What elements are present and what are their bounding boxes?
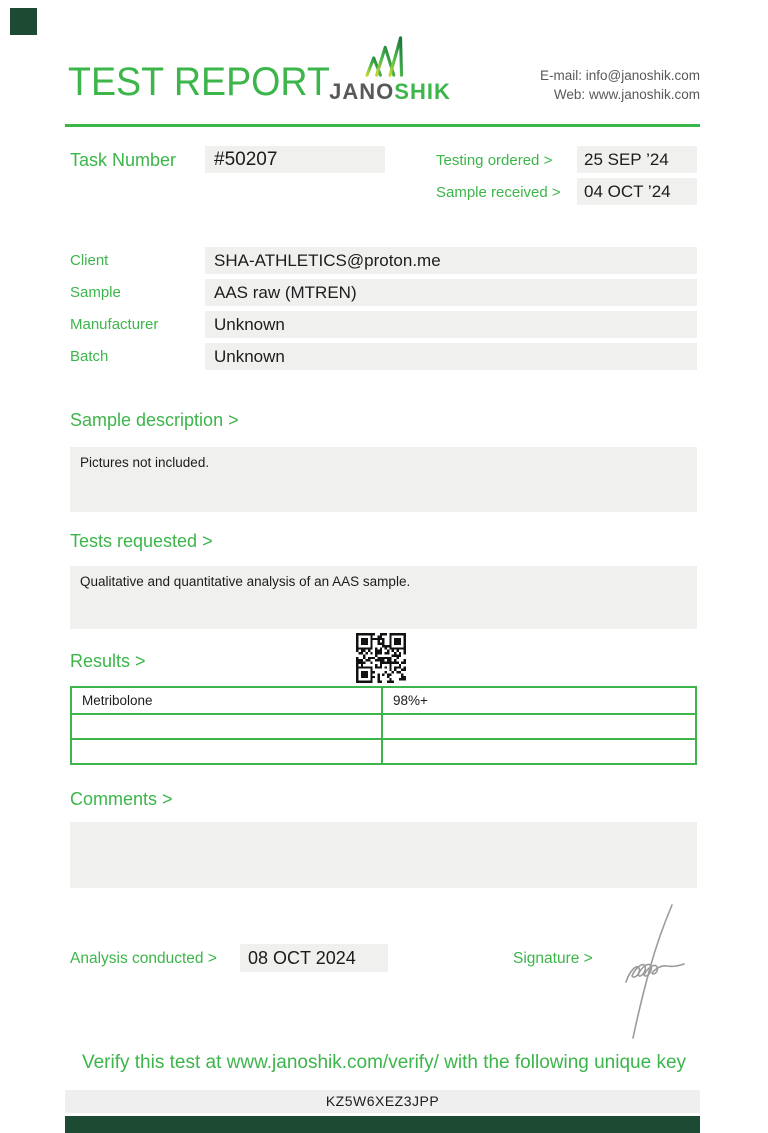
sample-description-box: Pictures not included. <box>70 447 697 512</box>
results-table-row <box>72 713 695 738</box>
section-heading-tests-requested: Tests requested > <box>70 531 213 551</box>
corner-accent-square <box>10 8 37 35</box>
footer-bar <box>65 1116 700 1133</box>
section-heading-sample-description: Sample description > <box>70 410 239 430</box>
task-number-label: Task Number <box>70 150 177 170</box>
verify-text: Verify this test at www.janoshik.com/verify/ with the following unique key <box>81 1052 687 1073</box>
brand-primary: JANO <box>329 79 395 104</box>
substance-cell: Metribolone <box>72 688 383 713</box>
tests-requested-box: Qualitative and quantitative analysis of an AAS sample. <box>70 566 697 629</box>
brand-secondary: SHIK <box>394 79 451 104</box>
qr-code-icon <box>356 632 406 684</box>
janoshik-logo <box>328 33 452 105</box>
testing-ordered-value: 25 SEP ’24 <box>577 146 697 173</box>
result-cell <box>383 715 695 738</box>
section-heading-comments: Comments > <box>70 789 173 809</box>
task-number-value: #50207 <box>205 146 385 173</box>
contact-block <box>540 66 700 104</box>
section-heading-results: Results > <box>70 651 146 671</box>
testing-ordered-label: Testing ordered > <box>436 152 553 169</box>
analysis-conducted-value: 08 OCT 2024 <box>240 944 388 972</box>
comments-box <box>70 822 697 888</box>
sample-value: AAS raw (MTREN) <box>205 279 697 306</box>
result-cell <box>383 740 695 763</box>
signature-image <box>612 902 697 1042</box>
contact-email: E-mail: info@janoshik.com <box>539 68 700 83</box>
sample-label: Sample <box>70 284 121 301</box>
sample-received-value: 04 OCT ’24 <box>577 178 697 205</box>
analysis-conducted-label: Analysis conducted > <box>70 950 217 967</box>
results-table <box>70 686 697 765</box>
growth-chart-icon <box>361 33 419 79</box>
header-divider <box>65 124 700 127</box>
client-value: SHA-ATHLETICS@proton.me <box>205 247 697 274</box>
client-label: Client <box>70 252 109 269</box>
manufacturer-value: Unknown <box>205 311 697 338</box>
sample-received-label: Sample received > <box>436 184 561 201</box>
signature-label: Signature > <box>513 950 593 967</box>
manufacturer-label: Manufacturer <box>70 316 159 333</box>
verify-key: KZ5W6XEZ3JPP <box>65 1090 700 1113</box>
result-cell: 98%+ <box>393 693 428 708</box>
batch-label: Batch <box>70 348 109 365</box>
batch-value: Unknown <box>205 343 697 370</box>
results-table-row <box>72 688 695 713</box>
substance-cell <box>72 715 383 738</box>
brand-wordmark <box>328 79 452 105</box>
results-table-row <box>72 738 695 763</box>
page-title: TEST REPORT <box>68 60 330 104</box>
contact-web: Web: www.janoshik.com <box>553 87 700 102</box>
substance-cell <box>72 740 383 763</box>
